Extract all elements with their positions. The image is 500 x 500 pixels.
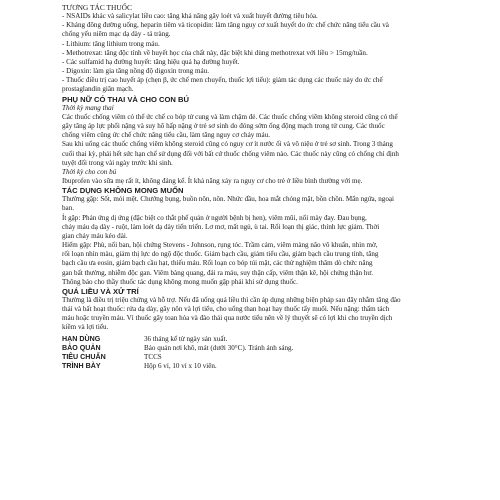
interactions-line: - Kháng đông đường uống, heparin tiêm và ticopidin: làm tăng nguy cơ xuất huyết do ức chế chức năng tiểu cầu và	[62, 21, 389, 30]
pregnancy-line: Các thuốc chống viêm có thể ức chế co bóp tử cung và làm chậm đẻ. Các thuốc chống viêm không steroid cũng có thể	[62, 112, 398, 121]
spec-value: TCCS	[144, 352, 162, 361]
interactions-line: chống yếu niêm mạc dạ dày - tá tràng.	[62, 30, 171, 39]
interactions-line: - Các sulfamid hạ đường huyết: tăng hiệu quả hạ đường huyết.	[62, 57, 240, 66]
spec-row-storage	[62, 344, 492, 353]
spec-value: 36 tháng kể từ ngày sản xuất.	[144, 334, 228, 343]
interactions-list	[62, 12, 492, 94]
spec-label: BẢO QUẢN	[62, 343, 101, 352]
spec-label: TRÌNH BÀY	[62, 362, 101, 371]
spec-row-packaging	[62, 362, 492, 371]
spec-row-shelf-life	[62, 335, 492, 344]
interactions-line: - Thuốc điều trị cao huyết áp (chẹn β, ức chế men chuyển, thuốc lợi tiểu): giảm tác dụng các thuốc này do ức chế	[62, 76, 383, 85]
spec-label: HẠN DÙNG	[62, 334, 101, 343]
interactions-heading: TƯƠNG TÁC THUỐC	[62, 3, 132, 12]
side-effects-line: Thông báo cho thầy thuốc tác dụng không mong muốn gặp phải khi sử dụng thuốc.	[62, 277, 298, 286]
pregnancy-line: Sau khi uống các thuốc chống viêm không steroid cũng có nguy cơ ít nước ối và vô niệu ở trẻ sơ sinh. Trong 3 tháng	[62, 140, 393, 149]
side-effects-line: gian chảy máu kéo dài.	[62, 231, 128, 240]
overdose-line: máu hoặc truyền máu. Vì thuốc gây toan hóa và đào thải qua nước tiểu nên về lý thuyết sẽ có lợi khi cho truyền dịch	[62, 314, 393, 323]
interactions-line: prostaglandin giãn mạch.	[62, 85, 134, 94]
side-effects-line: Ít gặp: Phản ứng dị ứng (đặc biệt co thắt phế quản ở người bệnh bị hen), viêm mũi, nổi mày đay. Đau bụng,	[62, 213, 367, 222]
spec-label: TIÊU CHUẨN	[62, 352, 106, 361]
overdose-line: thải và bất hoạt thuốc: rửa dạ dày, gây nôn và lợi tiểu, cho uống than hoạt hay thuốc tẩy muối. Nếu nặng: thẩm tách	[62, 305, 390, 314]
side-effects-line: gan bất thường, nhiễm độc gan. Viêm bàng quang, đái ra máu, suy thận cấp, viêm thận kẽ, hội chứng thận hư.	[62, 268, 374, 277]
pregnancy-line: cuối thai kỳ, phải hết sức hạn chế sử dụng đối với bất cứ thuốc chống viêm nào. Các thuốc này cũng có chống chỉ định	[62, 149, 399, 158]
breastfeeding-subheading: Thời kỳ cho con bú	[62, 167, 117, 176]
pregnancy-subheading: Thời kỳ mang thai	[62, 103, 114, 112]
interactions-line: - NSAIDs khác và salicylat liều cao: tăng khả năng gây loét và xuất huyết đường tiêu hóa.	[62, 12, 318, 21]
pregnancy-line: chống viêm cũng ức chế chức năng tiểu cầu, làm tăng nguy cơ chảy máu.	[62, 131, 271, 140]
side-effects-line: bạch cầu ưa eosin, giảm bạch cầu hạt, thiếu máu. Rối loạn co bóp túi mật, các thử nghiệm thăm dò chức năng	[62, 259, 373, 268]
breastfeeding-line: Ibuprofen vào sữa mẹ rất ít, không đáng kể. Ít khả năng xảy ra nguy cơ cho trẻ ở liều bình thường với mẹ.	[62, 176, 363, 185]
pregnancy-heading: PHỤ NỮ CÓ THAI VÀ CHO CON BÚ	[62, 94, 189, 104]
overdose-text	[62, 296, 492, 333]
side-effects-line: rối loạn nhìn màu, giảm thị lực do ngộ độc thuốc. Giảm bạch cầu, giảm tiểu cầu, giảm bạch cầu trung tính, tăng	[62, 250, 379, 259]
overdose-line: Thường là điều trị triệu chứng và hỗ trợ. Nếu đã uống quá liều thì cần áp dụng những biện pháp sau đây nhằm tăng đào	[62, 296, 401, 304]
pregnancy-line: tuyệt đối trong vài ngày trước khi sinh.	[62, 158, 173, 167]
pregnancy-text	[62, 113, 492, 168]
interactions-line: - Methotrexat: tăng độc tính về huyết học của chất này, đặc biệt khi dùng methotrexat với liều > 15mg/tuần.	[62, 48, 368, 57]
overdose-heading: QUÁ LIỀU VÀ XỬ TRÍ	[62, 286, 139, 296]
product-specs	[62, 335, 492, 372]
side-effects-line: Thường gặp: Sốt, mỏi mệt. Chướng bụng, buồn nôn, nôn. Nhức đầu, hoa mắt chóng mặt, bồn chồn. Mẩn ngứa, ngoại	[62, 195, 395, 204]
interactions-line: - Digoxin: làm gia tăng nồng độ digoxin trong máu.	[62, 67, 209, 76]
spec-value: Hộp 6 vỉ, 10 vỉ x 10 viên.	[144, 362, 217, 371]
side-effects-line: Hiếm gặp: Phù, nổi ban, hội chứng Stevens - Johnson, rụng tóc. Trầm cảm, viêm màng não vô khuẩn, nhìn mờ,	[62, 241, 378, 250]
pregnancy-line: gây tăng áp lực phổi nặng và suy hô hấp nặng ở trẻ sơ sinh do đóng sớm ống động mạch trong tử cung. Các thuốc	[62, 122, 385, 131]
side-effects-line: chảy máu dạ dày - ruột, làm loét dạ dày tiến triển. Lơ mơ, mất ngủ, ù tai. Rối loạn thị giác, thính lực giảm. Thời	[62, 222, 380, 231]
side-effects-text	[62, 195, 492, 287]
spec-row-standard	[62, 353, 492, 362]
side-effects-heading: TÁC DỤNG KHÔNG MONG MUỐN	[62, 186, 184, 196]
interactions-line: - Lithium: tăng lithium trong máu.	[62, 39, 160, 48]
spec-value: Bảo quản nơi khô, mát (dưới 30°C). Tránh ánh sáng.	[144, 343, 294, 352]
overdose-line: kiềm và lợi tiểu.	[62, 323, 109, 332]
side-effects-line: ban.	[62, 204, 75, 213]
